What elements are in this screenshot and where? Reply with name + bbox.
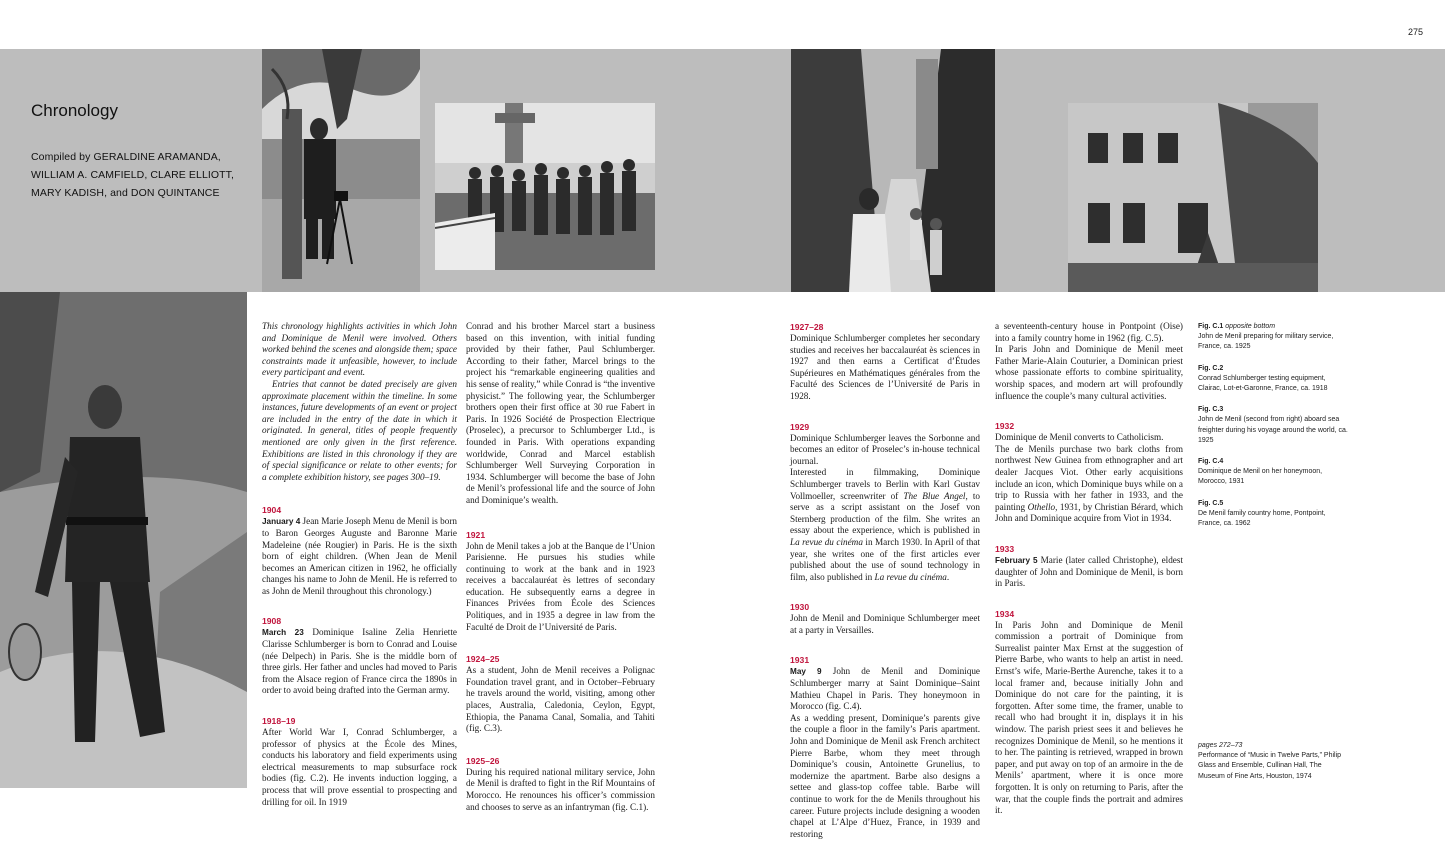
- caption-fig-c4: [1198, 457, 1348, 488]
- entry-1918: [262, 715, 457, 808]
- photo-group-freighter: [435, 103, 655, 270]
- entry-1908: [262, 615, 457, 697]
- photo-country-home: [1068, 103, 1318, 292]
- entry-text: During his required national military service, John de Menil is drafted to fight in the Rif Mountains of Morocco. He renounces his officer’s commission and chooses to serve as an infantryman (fig. C.1).: [466, 766, 655, 812]
- entry-text: In Paris John and Dominique de Menil commission a portrait of Dominique from Surrealist painter Max Ernst at the suggestion of Pierre Barbe, who wants to help an artist in need. Ernst’s wife, Marie-Berthe Aurenche, takes it to a local framer and, because initially John and Dominique do not care for the painting, it is forgotten. After some time, the framer, unable to recall who had brought it in, displays it in his window. The parish priest sees it and believes he recognizes Dominique de Menil, so he mentions it to her. The painting is retrieved, wrapped in brown paper, and put away on top of an armoire in the de Menils’ apartment, where it is once more forgotten. It is only on returning to Paris, after the war, that the couple finds the portrait and admires it.: [995, 619, 1183, 816]
- entry-1925: [466, 755, 655, 813]
- entry-text: John de Menil takes a job at the Banque de l’Union Parisienne. He pursues his studies while continuing to work at the bank and in 1923 receives a baccalauréat ès lettres of secondary education. He subsequently earns a degree in Finances Privées from École des Sciences Politiques, and in 1935 a degree in law from the Faculté de Droit de l’Université de Paris.: [466, 540, 655, 632]
- compiled-line: Compiled by GERALDINE ARAMANDA,: [31, 151, 221, 163]
- caption-text: Conrad Schlumberger testing equipment, Clairac, Lot-et-Garonne, France, ca. 1918: [1198, 374, 1328, 393]
- caption-text: John de Menil (second from right) aboard sea freighter during his voyage around the world, ca. 1925: [1198, 416, 1348, 444]
- entry-text: Dominique Schlumberger completes her secondary studies and receives her baccalauréat ès sciences in 1927 and then earns a Certificat d’Études Supérieures en Mathématiques générales from the Faculté des Sciences de l’Université de Paris in 1928.: [790, 333, 980, 401]
- caption-fig-c5: [1198, 499, 1348, 530]
- entry-text: John de Menil and Dominique Schlumberger marry at Saint Dominique–Saint Mathieu Chapel in Paris. They honeymoon in Morocco (fig. C.4).: [790, 666, 980, 712]
- entry-year: 1921: [466, 529, 486, 540]
- journal-title: La revue du cinéma: [790, 536, 863, 547]
- compiled-by: [31, 148, 246, 202]
- entry-date: March 23: [262, 628, 304, 638]
- caption-text: Performance of “Music in Twelve Parts,” Philip Glass and Ensemble, Cullinan Hall, The Museum of Fine Arts, Houston, 1974: [1198, 752, 1342, 780]
- film-title: The Blue Angel: [903, 490, 966, 501]
- caption-fig-c2: [1198, 364, 1348, 395]
- page-number: 275: [1408, 27, 1424, 37]
- entry-text: Dominique Isaline Zelia Henriette Clarisse Schlumberger is born to Conrad and Louise (née Delpech) in Paris. She is the middle born of three girls. Her father and uncles had moved to Paris from the Alsace region of France circa the 1890s in order to avoid being drafted into the German army.: [262, 627, 457, 696]
- page-title: Chronology: [31, 101, 118, 120]
- entry-1904: [262, 504, 457, 597]
- entry-text: As a wedding present, Dominique’s parents give the couple a floor in the family’s Paris apartment. John and Dominique de Menil ask French architect Pierre Barbe, whom they meet through Dominique’s cousin, Antoinette Grunelius, to modernize the apartment. Barbe also designs a settee and glass-top coffee table. Barbe will continue to work for the de Menils throughout his career. Future projects include designing a wooden chapel at L’Alpe d’Huez, France, in 1939 and restoring: [790, 712, 980, 839]
- entry-year: 1927–28: [790, 322, 824, 332]
- entry-continuation: a seventeenth-century house in Pontpoint (Oise) into a family country home in 1962 (fig. C.5).: [995, 321, 1183, 343]
- text-column-4: [995, 321, 1183, 817]
- entry-text: Jean Marie Joseph Menu de Menil is born to Baron Georges Auguste and Baronne Marie Madeleine (née Rougier) in Paris. He is the sixth born of eight children. (When Jean de Menil becomes an American citizen in 1962, he officially changes his name to John de Menil. He is referred to as John de Menil throughout this chronology.): [262, 516, 458, 596]
- entry-year: 1929: [790, 421, 810, 432]
- caption-fig-label: Fig. C.5: [1198, 499, 1224, 507]
- caption-fig-label: Fig. C.2: [1198, 364, 1224, 372]
- entry-1929: [790, 421, 980, 584]
- entry-text: John de Menil and Dominique Schlumberger meet at a party in Versailles.: [790, 613, 980, 635]
- caption-fig-label: Fig. C.3: [1198, 406, 1224, 414]
- opening-spread-caption: [1198, 741, 1348, 782]
- caption-text: John de Menil preparing for military service, France, ca. 1925: [1198, 333, 1334, 351]
- entry-1934: [995, 608, 1183, 817]
- figure-captions: [1198, 322, 1348, 540]
- photo-schlumberger-equipment: [262, 49, 420, 292]
- entry-1924: [466, 653, 655, 735]
- intro-paragraph: This chronology highlights activities in which John and Dominique de Menil were involved. Others worked behind the scenes and alongside them; space constraints made it unfeasible, however, to include every participant and event.: [262, 321, 457, 378]
- entry-1927: [790, 321, 980, 403]
- entry-year: 1930: [790, 602, 810, 613]
- entry-date: February 5: [995, 555, 1038, 565]
- entry-year: 1932: [995, 421, 1015, 432]
- entry-text: As a student, John de Menil receives a Polignac Foundation travel grant, and in October–February he travels around the world, visiting, among other places, Australia, Caledonia, Ceylon, Egypt, Ethiopia, the Panama Canal, Somalia, and Tahiti (fig. C.3).: [466, 665, 655, 734]
- text-column-1: [262, 321, 457, 808]
- journal-title: La revue du cinéma: [874, 571, 947, 582]
- painting-title: Othello: [1027, 501, 1056, 512]
- caption-fig-label: Fig. C.4: [1198, 458, 1224, 466]
- caption-text: Dominique de Menil on her honeymoon, Morocco, 1931: [1198, 468, 1323, 486]
- entry-text: Interested in filmmaking, Dominique Schlumberger travels to Berlin with Karl Gustav Vollmoeller, screenwriter of The Blue Angel, to serve as a script assistant on the Josef von Sternberg production of the film. She writes an essay about the experience, which is published in La revue du cinéma in March 1930. In April of that year, she writes one of the first articles ever published about the use of sound technology in film, also published in La revue du cinéma.: [790, 467, 981, 582]
- caption-label: pages 272–73: [1198, 742, 1243, 749]
- caption-note: opposite bottom: [1225, 323, 1276, 330]
- entry-1933: [995, 543, 1183, 590]
- entry-year: 1933: [995, 543, 1015, 554]
- caption-fig-c3: [1198, 405, 1348, 446]
- entry-year: 1908: [262, 616, 282, 627]
- caption-fig-c1: [1198, 322, 1348, 353]
- entry-text: After World War I, Conrad Schlumberger, a professor of physics at the École des Mines, conducts his laboratory and field experiments using electrical measurements to map subsurface rock bodies (fig. C.2). He invents induction logging, a process that will prove essential to prospecting and drilling for oil. In 1919: [262, 727, 457, 807]
- entry-1930: [790, 601, 980, 636]
- compiled-line: WILLIAM A. CAMFIELD, CLARE ELLIOTT,: [31, 169, 235, 181]
- text-column-3: [790, 321, 980, 840]
- compiled-line: MARY KADISH, and DON QUINTANCE: [31, 187, 220, 199]
- text-column-2: [466, 321, 655, 813]
- entry-year: 1918–19: [262, 716, 296, 727]
- entry-continuation: Conrad and his brother Marcel start a business based on this invention, with initial funding provided by their father, Paul Schlumberger. According to their father, Marcel brings to the project his “remarkable engineering qualities and his sense of reality,” while Conrad is “the inventive physicist.” The following year, the Schlumberger brothers open their first office at 30 rue Fabert in Paris. In 1926 Société de Prospection Electrique (Proselec), a precursor to Schlumberger Ltd., is founded in Paris. With operations expanding worldwide, Conrad and Marcel establish Schlumberger Well Surveying Corporation in 1934. Schlumberger will become the base of John de Menil’s professional life and the source of John and Dominique’s wealth.: [466, 321, 655, 505]
- entry-text: Marie (later called Christophe), eldest daughter of John and Dominique de Menil, is born in Paris.: [995, 554, 1184, 589]
- entry-year: 1924–25: [466, 654, 500, 665]
- photo-morocco-street: [791, 49, 995, 292]
- intro-paragraph: Entries that cannot be dated precisely are given approximate placement within the timeline. In some instances, future developments of an event or project are included in the entry of the date in which it originated. In general, titles of people frequently mentioned are only given in the first reference. Exhibitions are listed in this chronology if they are of special significance or relate to other events; for a complete exhibition history, see pages 300–19.: [262, 378, 457, 482]
- entry-date: May 9: [790, 667, 822, 677]
- entry-year: 1925–26: [466, 755, 500, 766]
- caption-fig-label: Fig. C.1: [1198, 323, 1224, 330]
- entry-text: The de Menils purchase two bark cloths from northwest New Guinea from ethnographer and art dealer Jacques Viot. Other early acquisitions include an icon, which Dominique buys while on a trip to Russia with her father in 1933, and the painting Othello, 1931, by Christian Bérard, which John and Dominique acquire from Viot in 1934.: [995, 443, 1183, 524]
- photo-john-de-menil-uniform: [0, 292, 247, 788]
- entry-date: January 4: [262, 517, 301, 527]
- entry-year: 1904: [262, 505, 282, 516]
- entry-year: 1934: [995, 608, 1015, 619]
- caption-text: De Menil family country home, Pontpoint, France, ca. 1962: [1198, 509, 1326, 528]
- entry-text: Dominique Schlumberger leaves the Sorbonne and becomes an editor of Proselec’s in-house technical journal.: [790, 432, 980, 466]
- entry-1921: [466, 529, 655, 634]
- entry-1932: [995, 420, 1183, 525]
- entry-1931: [790, 654, 980, 840]
- entry-text: In Paris John and Dominique de Menil meet Father Marie-Alain Couturier, a Dominican priest whose passionate efforts to combine spirituality, worship spaces, and modern art will profoundly influence the couple’s many cultural activities.: [995, 344, 1183, 401]
- entry-text: Dominique de Menil converts to Catholicism.: [995, 432, 1164, 443]
- entry-year: 1931: [790, 655, 810, 666]
